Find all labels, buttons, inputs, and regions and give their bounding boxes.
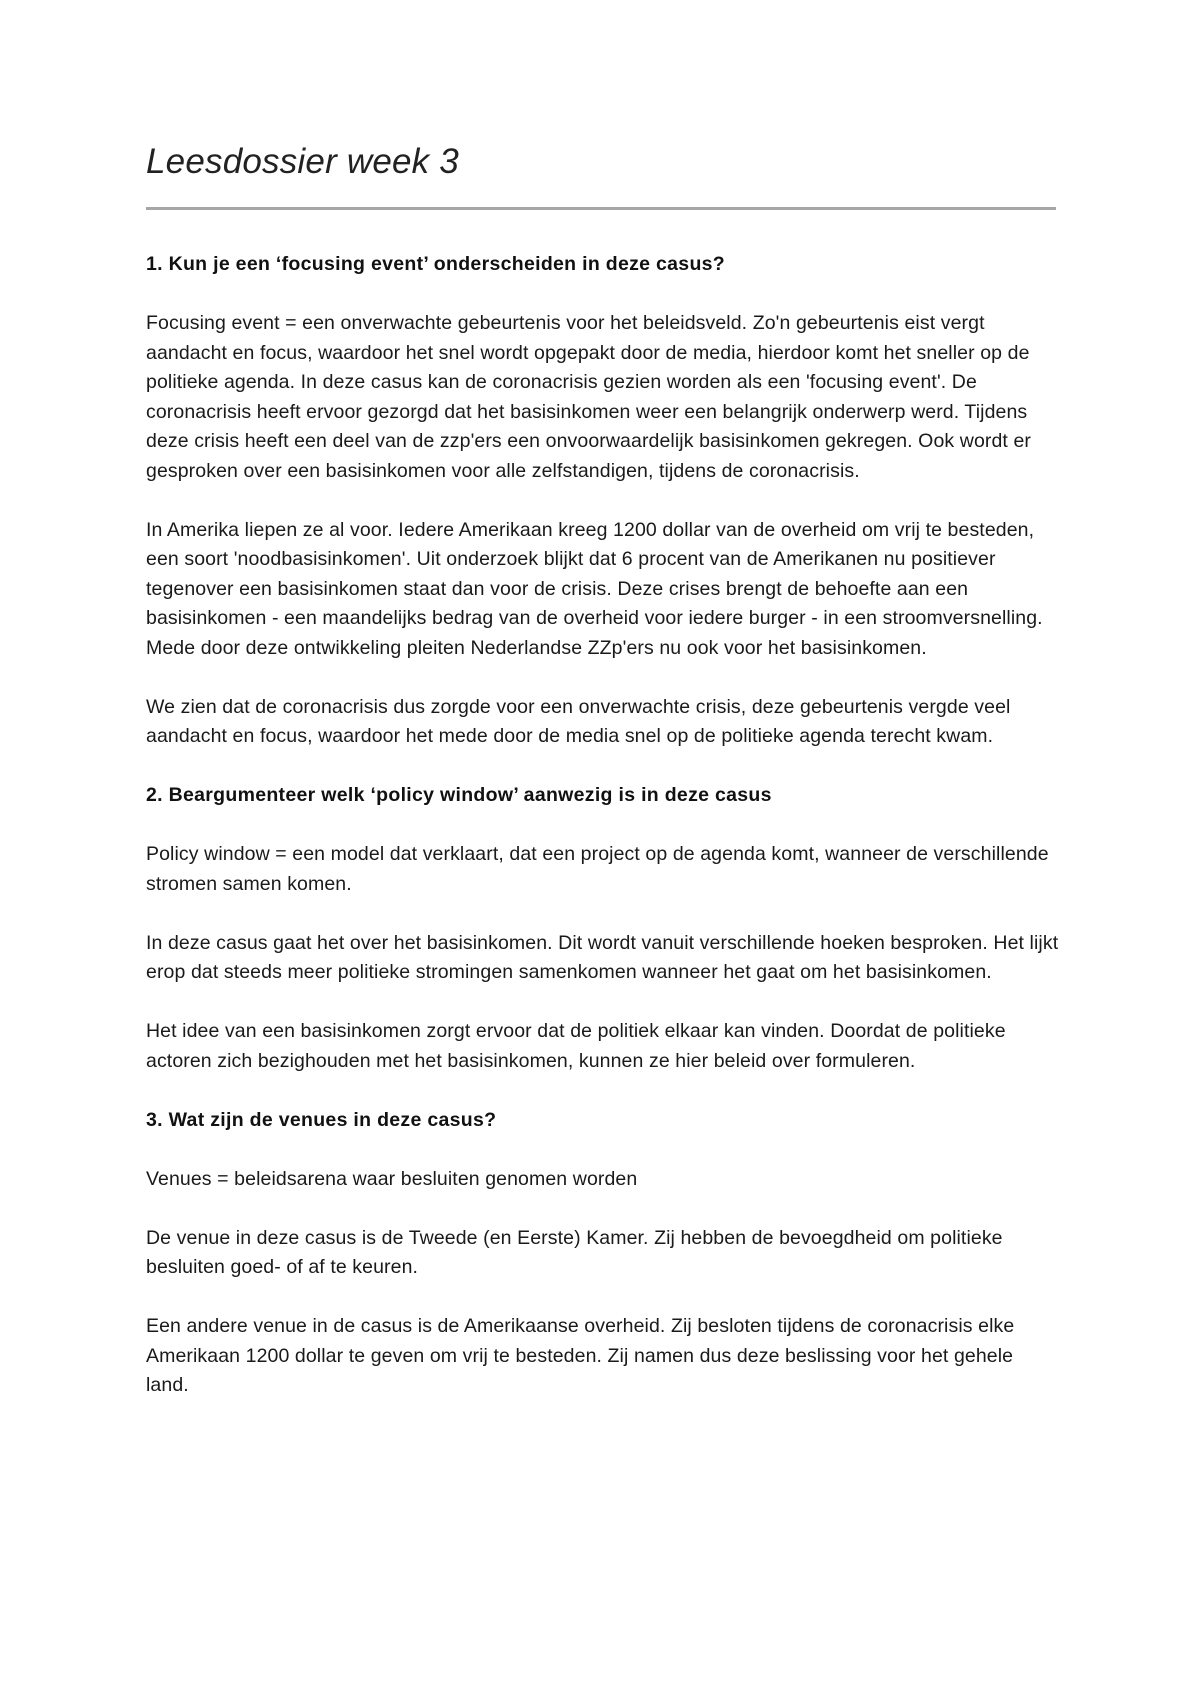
document-title: Leesdossier week 3 [146, 142, 459, 181]
question-heading: 3. Wat zijn de venues in deze casus? [146, 1108, 497, 1131]
paragraph: Venues = beleidsarena waar besluiten genomen worden [146, 1167, 638, 1190]
paragraph: We zien dat de coronacrisis dus zorgde voor een onverwachte crisis, deze gebeurtenis vergde veel aandacht en focus, waardoor het mede door de media snel op de politieke agenda terecht kwam. [146, 695, 1011, 747]
section-1 [146, 250, 1061, 781]
paragraph: Het idee van een basisinkomen zorgt ervoor dat de politiek elkaar kan vinden. Doordat de politieke actoren zich bezighouden met het basisinkomen, kunnen ze hier beleid over formuleren. [146, 1020, 1006, 1072]
question-heading: 1. Kun je een ‘focusing event’ onderscheiden in deze casus? [146, 253, 726, 275]
document-page [146, 140, 1061, 1401]
paragraph: Een andere venue in de casus is de Amerikaanse overheid. Zij besloten tijdens de coronacrisis elke Amerikaan 1200 dollar te geven om vrij te besteden. Zij namen dus deze beslissing voor het gehele land. [146, 1315, 1015, 1396]
section-3 [146, 1106, 1061, 1401]
paragraph: De venue in deze casus is de Tweede (en Eerste) Kamer. Zij hebben de bevoegdheid om politieke besluiten goed- of af te keuren. [146, 1226, 1003, 1278]
paragraph: Policy window = een model dat verklaart, dat een project op de agenda komt, wanneer de verschillende stromen samen komen. [146, 843, 1049, 895]
section-2 [146, 781, 1061, 1106]
paragraph: In Amerika liepen ze al voor. Iedere Amerikaan kreeg 1200 dollar van de overheid om vrij te besteden, een soort 'noodbasisinkomen'. Uit onderzoek blijkt dat 6 procent van de Amerikanen nu positiever tegenover een basisinkomen staat dan voor de crisis. Deze crises brengt de behoefte aan een basisinkomen - een maandelijks bedrag van de overheid voor iedere burger - in een stroomversnelling. Mede door deze ontwikkeling pleiten Nederlandse ZZp'ers nu ook voor het basisinkomen. [146, 518, 1043, 659]
question-heading: 2. Beargumenteer welk ‘policy window’ aanwezig is in deze casus [146, 784, 772, 806]
paragraph: In deze casus gaat het over het basisinkomen. Dit wordt vanuit verschillende hoeken besproken. Het lijkt erop dat steeds meer politieke stromingen samenkomen wanneer het gaat om het basisinkomen. [146, 931, 1059, 983]
paragraph: Focusing event = een onverwachte gebeurtenis voor het beleidsveld. Zo'n gebeurtenis eist vergt aandacht en focus, waardoor het snel wordt opgepakt door de media, hierdoor komt het sneller op de politieke agenda. In deze casus kan de coronacrisis gezien worden als een 'focusing event'. De coronacrisis heeft ervoor gezorgd dat het basisinkomen weer een belangrijk onderwerp werd. Tijdens deze crisis heeft een deel van de zzp'ers een onvoorwaardelijk basisinkomen gekregen. Ook wordt er gesproken over een basisinkomen voor alle zelfstandigen, tijdens de coronacrisis. [146, 312, 1032, 482]
